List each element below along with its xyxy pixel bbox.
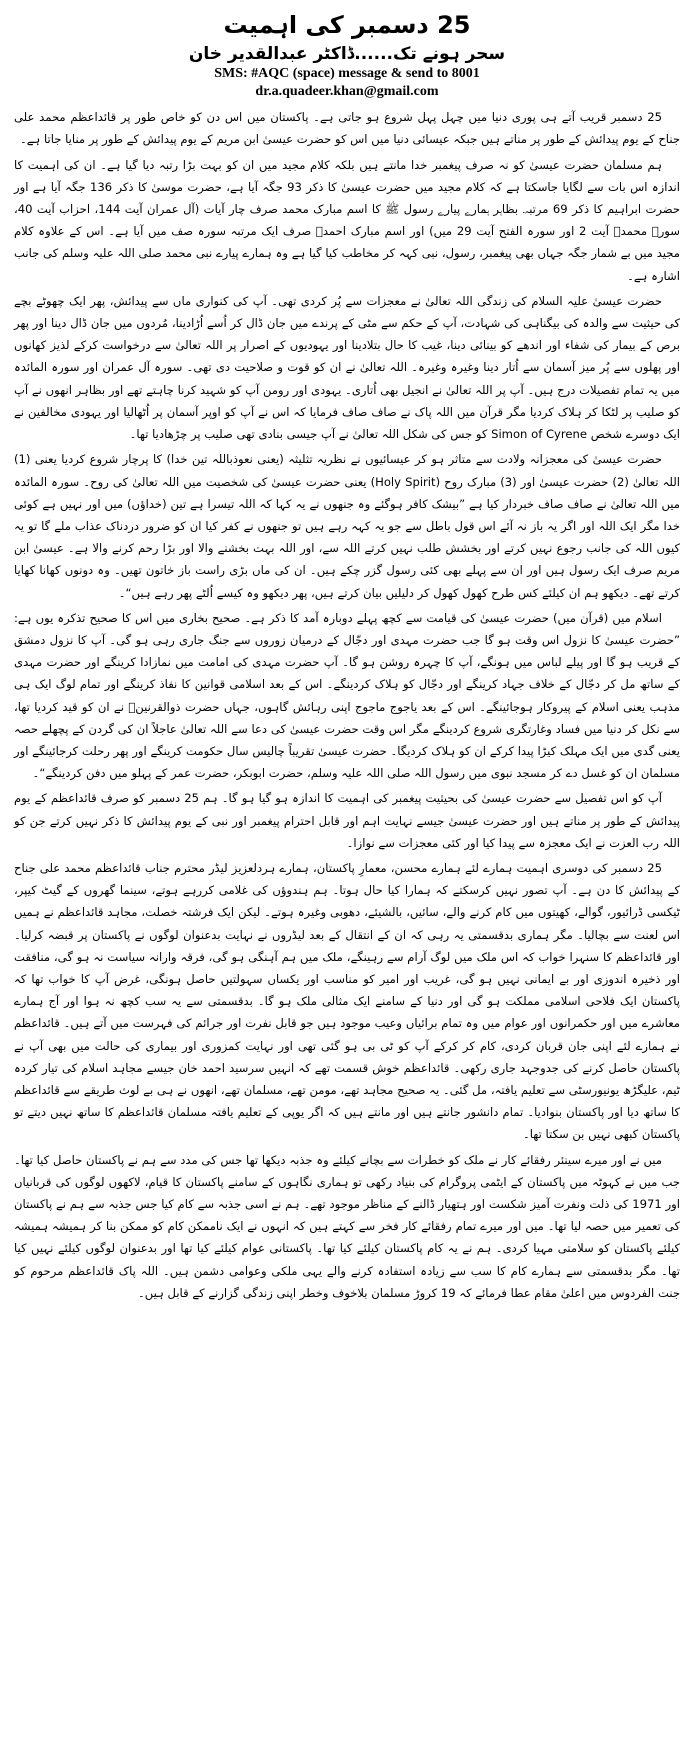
paragraph: 25 دسمبر کی دوسری اہمیت ہمارے لئے ہمارے محسن، معمارِ پاکستان، ہمارے ہردلعزیز لیڈر محترم جناب قائداعظم محمد علی جناح کے پیدائش کا دن ہے۔ آپ تصور نہیں کرسکتے کہ ہمارا کیا حال ہوتا۔ ہم ہندوؤں کی غلامی کررہے ہوتے، سینما گھروں کے گیٹ کیپر، ٹیکسی ڈرائیور، گوالے، کھیتوں میں کام کرنے والے، سائیں، بالشیئے، دھوبی وغیرہ ہوتے۔ لیکن ایک فرشتہ خصلت، مجاہد قائداعظم نے ہمیں اس لعنت سے بچالیا۔ مگر ہماری بدقسمتی یہ رہی کہ ان کے انتقال کے بعد لیڈروں نے نہایت بدعنوان لوگوں نے پاکستان پر قبضہ کرلیا۔ اور قائداعظم کا سنہرا خواب کہ اس ملک میں لوگ آرام سے رہینگے، ملک میں ہم آہنگی ہو گی، فرقہ وارانہ سیاست نہ ہو گی، منافقت اور ذخیرہ اندوزی اور بے ایمانی نہیں ہو گی، غریب اور امیر کو مناسب اور یکساں سہولتیں حاصل ہونگی، غرض آپ کا خواب تھا کہ پاکستان ایک فلاحی اسلامی مملکت ہو گی اور دنیا کے سامنے ایک مثالی ملک ہو گا۔ بدقسمتی سے یہ سب کچھ نہ ہوا اور آج ہمارے معاشرے میں اور حکمرانوں اور عوام میں وہ تمام برائیاں وعیب موجود ہیں جو قابل نفرت اور جرائم کی فہرست میں آتے ہیں۔ قائداعظم نے ہمارے لئے اپنی جان قربان کردی، کام کر کرکے آپ کو ٹی بی ہو گئی تھی اور نہایت کمزوری اور بیماری کی حالت میں بھی آپ نے پاکستان حاصل کرنے کی جدوجہد جاری رکھی۔ قائداعظم خوش قسمت تھے کہ انہیں سرسید احمد خان جیسے مجاہد اسلام کی تیار کردہ ٹیم، علیگڑھ یونیورسٹی سے تعلیم یافتہ، مل گئی۔ یہ صحیح مجاہد تھے، مومن تھے، مسلمان تھے، انھوں نے ہی بے لوث طریقے سے قائداعظم کا ساتھ دیا اور پاکستان بنوادیا۔ تمام دانشور جانتے ہیں اور مانتے ہیں کہ اگر یوپی کے تعلیم یافتہ مسلمان قائداعظم کا ساتھ نہیں دیتے تو پاکستان کبھی نہیں بن سکتا تھا۔ [14,860,680,1142]
sms-line: SMS: #AQC (space) message & send to 8001 [214,66,480,82]
paragraph: آپ کو اس تفصیل سے حضرت عیسیٰ کی بحیثیت پیغمبر کی اہمیت کا اندازہ ہو گیا ہو گا۔ ہم 25 دسمبر کو صرف قائداعظم کے یوم پیدائش کے طور پر مناتے ہیں اور حضرت عیسیٰ جیسے نہایت اہم اور قابل احترام پیغمبر اور نبی کے یوم پیدائش کا ذکر نہیں کرتے جن کو اللہ رب العزت نے ایک معجزہ سے پیدا کیا اور کئی معجزات سے نوازا۔ [14,791,680,850]
article-title: 25 دسمبر کی اہمیت [223,11,471,39]
author-email: dr.a.quadeer.khan@gmail.com [255,83,439,99]
paragraph: حضرت عیسیٰ علیہ السلام کی زندگی اللہ تعالیٰ نے معجزات سے پُر کردی تھی۔ آپ کی کنواری ماں سے پیدائش، پھر ایک چھوٹے بچے کی حیثیت سے والدہ کی بیگناہی کی شہادت، آپ کے حکم سے مٹی کے پرندے میں جان ڈال کر اُسے اُڑادینا، مُردوں میں جان ڈال دینا اور پھر برص کے بیمار کی شفاء اور اندھے کو بینائی دینا، غیب کا حال بتلادینا اور یہودیوں کے اصرار پر اللہ تعالیٰ سے درخواست کرکے لذیز کھانوں اور پھلوں سے پُر میز آسمان سے اُتار دینا وغیرہ وغیرہ۔ اللہ تعالیٰ نے ان کو قوت و صلاحیت دی تھی۔ سورہ آل عمران اور سورہ المائدہ میں یہ تمام تفصیلات درج ہیں۔ آپ پر اللہ تعالیٰ نے انجیل بھی اُتاری۔ یہودی اور رومن آپ کو شہید کرنا چاہتے تھے اور بظاہر انھوں نے آپ کو صلیب پر لٹکا کر ہلاک کردیا مگر قرآن میں اللہ پاک نے صاف صاف فرمایا کہ اس نے آپ کو اوپر آسمان پر اُٹھالیا اور یہودی مخالفین نے ایک دوسرے شخص Simon of Cyrene کو جس کی شکل اللہ تعالیٰ نے آپ جیسی بنادی تھی صلیب پر چڑھادیا تھا۔ [14,293,680,442]
author-byline: سحر ہونے تک......ڈاکٹر عبدالقدیر خان [188,44,506,64]
article-body [14,106,680,1304]
paragraph: اسلام میں (قرآن میں) حضرت عیسیٰ کی قیامت سے کچھ پہلے دوبارہ آمد کا ذکر ہے۔ صحیح بخاری میں اس کا صحیح تذکرہ یوں ہے: ”حضرت عیسیٰ کا نزول اس وقت ہو گا جب حضرت مہدی اور دجّال کے درمیان زوروں سے جنگ جاری رہی ہو گی۔ آپ کا نزول دمشق کے قریب ہو گا اور پیلے لباس میں ہونگے، آپ کا چہرہ روشن ہو گا۔ آپ حضرت مہدی کی امامت میں نمازادا کرینگے اور حضرت مہدی کے ساتھ مل کر دجّال کے خلاف جہاد کرینگے اور دجّال کو ہلاک کردینگے۔ اس کے بعد اسلامی قوانین کا نفاذ کرینگے اور تمام لوگ ایک ہی مذہب یعنی اسلام کے پیروکار ہوجائینگے۔ اس کے بعد یاجوج ماجوج اپنی رہائش گاہوں، جہاں حضرت ذوالقرنینؑ نے ان کو قید کردیا تھا، سے نکل کر دنیا میں فساد وغارتگری شروع کردینگے مگر اس وقت حضرت عیسیٰ کی دعا سے اللہ تعالیٰ عاجلاً ان کی گردن کے پچھلے حصہ یعنی گدی میں ایک مہلک کیڑا پیدا کرکے ان کو ہلاک کردیگا۔ حضرت عیسیٰ تقریباً چالیس سال حکومت کرینگے اور پھر رحلت کرجائینگے اور مسلمان ان کو غسل دے کر مسجد نبوی میں رسول اللہ صلی اللہ علیہ وسلم، حضرت ابوبکر، حضرت عمر کے پہلو میں دفن کردینگے“۔ [14,610,680,781]
article-header [14,10,680,100]
paragraph: 25 دسمبر قریب آتے ہی پوری دنیا میں چہل پہل شروع ہو جاتی ہے۔ پاکستان میں اس دن کو خاص طور پر قائداعظم محمد علی جناح کے یوم پیدائش کے طور پر مناتے ہیں جبکہ عیسائی دنیا میں اس کو حضرت عیسیٰ ابن مریم کے یوم پیدائش کے طور پر منایا جاتا ہے۔ [14,110,680,147]
paragraph: حضرت عیسیٰ کی معجزانہ ولادت سے متاثر ہو کر عیسائیوں نے نظریہ تثلیثہ (یعنی نعوذباللہ تین خدا) کا پرچار شروع کردیا یعنی (1) اللہ تعالیٰ (2) حضرت عیسیٰ اور (3) مبارک روح (Holy Spirit) یعنی حضرت عیسیٰ کی شخصیت میں اللہ تعالیٰ کی روح۔ سورہ المائدہ میں اللہ تعالیٰ نے صاف صاف خبردار کیا ہے ”بیشک کافر ہوگئے وہ جنھوں نے یہ کہا کہ اللہ تیسرا ہے تین (خداؤں) میں اور نہیں ہے کوئی خدا مگر ایک اللہ اور اگر یہ باز نہ آئے اس قول باطل سے جو یہ کہہ رہے ہیں تو جنھوں نے کفر کیا ان کو ضرور دردناک عذاب ملے گا تو یہ کیوں اللہ کی جانب رجوع نہیں کرتے اور بخشش طلب نہیں کرتے اللہ سے، اور اللہ بہت بخشنے والا اور بڑا رحم کرنے والا ہے۔ عیسیٰ ابن مریم صرف ایک رسول ہیں اور ان سے پہلے بھی کئی رسول گزر چکے ہیں۔ ان کی ماں بڑی راست باز خاتون تھیں۔ وہ دونوں کھانا کھایا کرتے تھے۔ دیکھو ہم ان کیلئے کس طرح کھول کھول کر دلیلیں بیان کرتے ہیں، پھر دیکھو وہ کیسے اُلٹے پھر رہے ہیں“۔ [14,452,680,600]
paragraph: میں نے اور میرے سینئر رفقائے کار نے ملک کو خطرات سے بچانے کیلئے وہ جذبہ دیکھا تھا جس کی مدد سے ہم نے پاکستان حاصل کیا تھا۔ جب میں نے کہوٹہ میں پاکستان کے ایٹمی پروگرام کی بنیاد رکھی تو ہماری نگاہوں کے سامنے پاکستان کا قیام، لاکھوں لوگوں کی قربانیاں اور 1971 کی ذلت ونفرت آمیز شکست اور ہتھیار ڈالنے کے مناظر موجود تھے۔ ہم نے اسی جذبہ سے کام کیا جس جذبہ سے ہم نے پاکستان کی تعمیر میں حصہ لیا تھا۔ میں اور میرے تمام رفقائے کار فخر سے کہتے ہیں کہ انہوں نے ایک ناممکن کام کو ممکن بنا کر ہمیشہ ہمیشہ کیلئے پاکستان کو سلامتی مہیا کردی۔ ہم نے یہ کام پاکستان کیلئے کیا تھا۔ پاکستانی عوام کیلئے کیا تھا اور بدعنوان لوگوں کیلئے نہیں کیا تھا۔ مگر بدقسمتی سے ہمارے کام کا سب سے زیادہ استفادہ کرنے والے یہی ملکی وعوامی دشمن ہیں۔ اللہ پاک قائداعظم مرحوم کو جنت الفردوس میں اعلیٰ مقام عطا فرمائے کہ 19 کروڑ مسلمان بلاخوف وخطر اپنی زندگی گزارنے کے قابل ہیں۔ [14,1152,680,1300]
paragraph: ہم مسلمان حضرت عیسیٰ کو نہ صرف پیغمبر خدا مانتے ہیں بلکہ کلام مجید میں ان کو بہت بڑا رتبہ دیا گیا ہے۔ ان کی اہمیت کا اندازہ اس بات سے لگایا جاسکتا ہے کہ کلام مجید میں حضرت عیسیٰ کا ذکر 93 جگہ آیا ہے، حضرت موسیٰ کا ذکر 136 جگہ آیا ہے اور حضرت ابراہیم کا ذکر 69 مرتبہ۔ بظاہر ہمارے پیارے رسول ﷺ کا اسم مبارک محمد صرف چار آیات (آل عمران آیت 144، احزاب آیت 40، سورہ محمدؐ آیت 2 اور سورہ الفتح آیت 29 میں) اور اسم مبارک احمدؐ صرف ایک مرتبہ سورہ صف میں آیا ہے۔ اس کے علاوہ کلام مجید میں بے شمار جگہ جہاں بھی پیغمبر، رسول، نبی کہہ کر مخاطب کیا گیا ہے وہ ہمارے پیارے نبی محمد صلی اللہ علیہ وسلم کی جانب اشارہ ہے۔ [14,157,681,283]
